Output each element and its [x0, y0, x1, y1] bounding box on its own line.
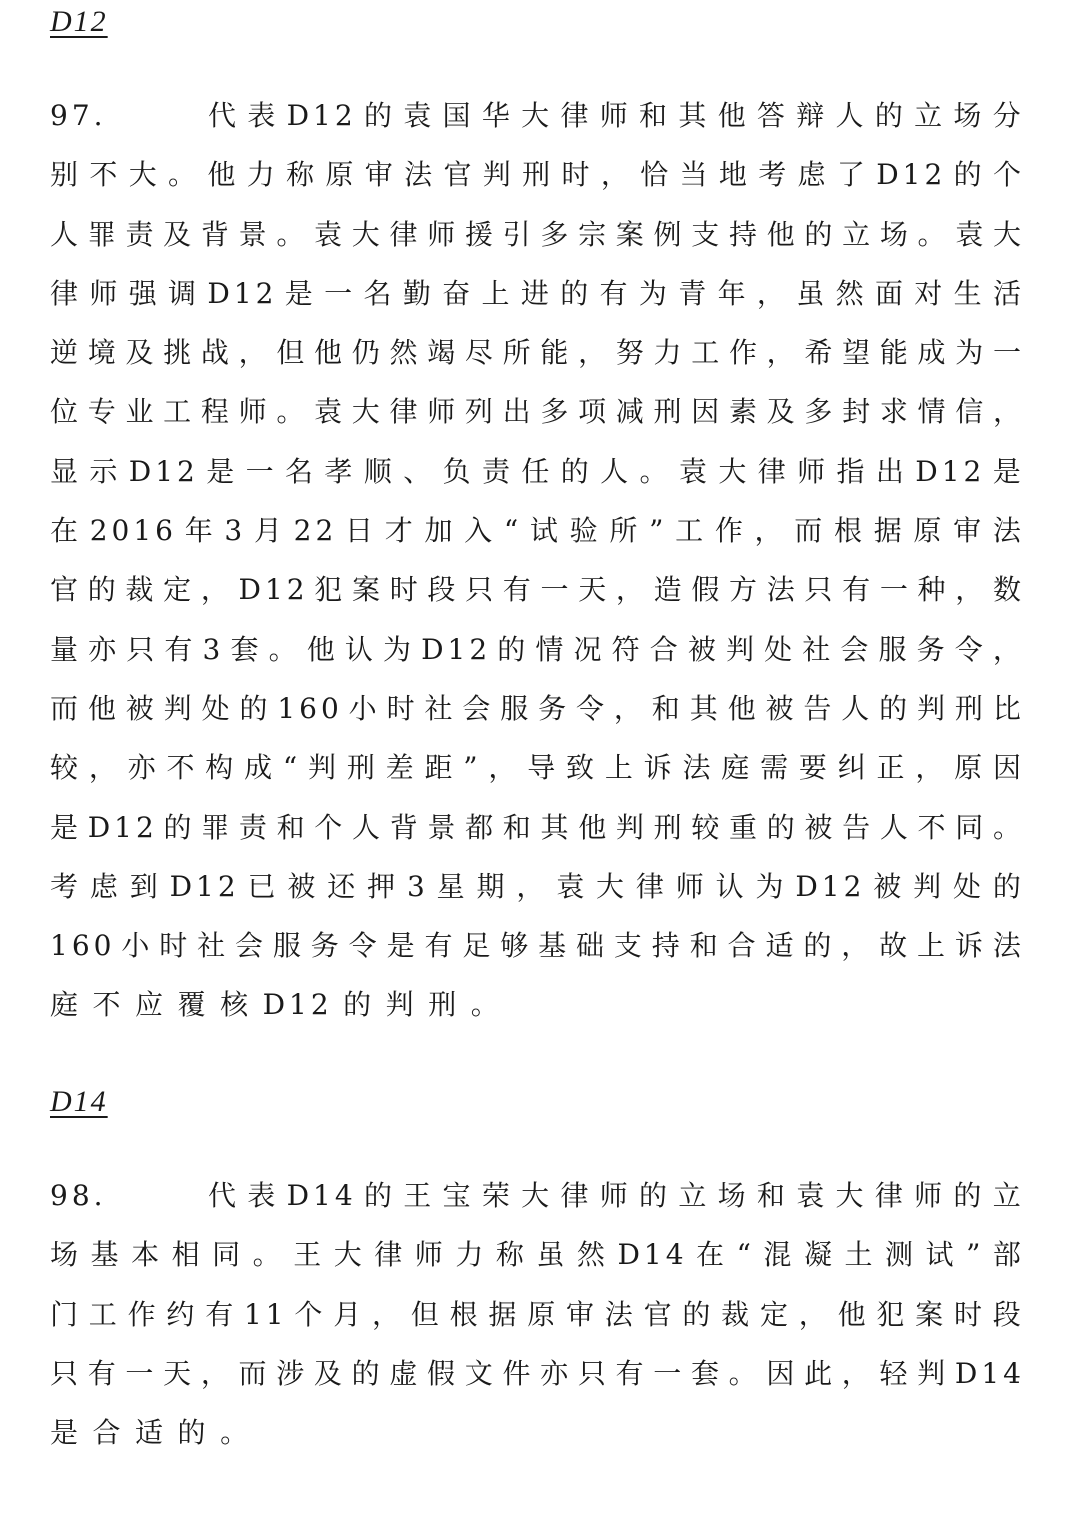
text-line: 位 专 业 工 程 师 。 袁 大 律 师 列 出 多 项 减 刑 因 素 及 多 封 求 情 信 ， [50, 395, 1025, 429]
text-line: 场 基 本 相 同 。 王 大 律 师 力 称 虽 然 D14 在 “ 混 凝 土 测 试 ” 部 [50, 1238, 1025, 1272]
text-line: 考 虑 到 D12 已 被 还 押 3 星 期 ， 袁 大 律 师 认 为 D12 被 判 处 的 [50, 869, 1025, 903]
text-line: 只 有 一 天 ， 而 涉 及 的 虚 假 文 件 亦 只 有 一 套 。 因 此 ， 轻 判 D14 [50, 1356, 1025, 1390]
text-line: 代 表 D14 的 王 宝 荣 大 律 师 的 立 场 和 袁 大 律 师 的 立 [208, 1179, 1025, 1212]
section-heading-d14: D14 [50, 1085, 108, 1118]
text-line: 门 工 作 约 有 11 个 月 ， 但 根 据 原 审 法 官 的 裁 定 ， 他 犯 案 时 段 [50, 1297, 1025, 1331]
text-line: 逆 境 及 挑 战 ， 但 他 仍 然 竭 尽 所 能 ， 努 力 工 作 ， 希 望 能 成 为 一 [50, 336, 1025, 370]
text-line: 人 罪 责 及 背 景 。 袁 大 律 师 援 引 多 宗 案 例 支 持 他 的 立 场 。 袁 大 [50, 217, 1025, 251]
text-line: 别 不 大 。 他 力 称 原 审 法 官 判 刑 时 ， 恰 当 地 考 虑 了 D12 的 个 [50, 158, 1025, 192]
section-heading-d12: D12 [50, 5, 108, 38]
text-line: 而 他 被 判 处 的 160 小 时 社 会 服 务 令 ， 和 其 他 被 告 人 的 判 刑 比 [50, 691, 1025, 725]
paragraph-number: 98. [50, 1179, 107, 1212]
paragraph-first-line [50, 1166, 1025, 1225]
text-line: 较 ， 亦 不 构 成 “ 判 刑 差 距 ” ， 导 致 上 诉 法 庭 需 要 纠 正 ， 原 因 [50, 751, 1025, 785]
text-line: 160 小 时 社 会 服 务 令 是 有 足 够 基 础 支 持 和 合 适 的 ， 故 上 诉 法 [50, 929, 1025, 963]
text-line: 在 2016 年 3 月 22 日 才 加 入 “ 试 验 所 ” 工 作 ， 而 根 据 原 审 法 [50, 514, 1025, 548]
paragraph-number: 97. [50, 99, 107, 132]
text-line: 代 表 D12 的 袁 国 华 大 律 师 和 其 他 答 辩 人 的 立 场 分 [208, 99, 1025, 132]
text-line: 官 的 裁 定 ， D12 犯 案 时 段 只 有 一 天 ， 造 假 方 法 只 有 一 种 ， 数 [50, 573, 1025, 607]
text-line: 律 师 强 调 D12 是 一 名 勤 奋 上 进 的 有 为 青 年 ， 虽 然 面 对 生 活 [50, 276, 1025, 310]
text-line: 是 合 适 的 。 [50, 1416, 253, 1450]
text-line: 是 D12 的 罪 责 和 个 人 背 景 都 和 其 他 判 刑 较 重 的 被 告 人 不 同 。 [50, 810, 1025, 844]
paragraph-98 [50, 1166, 1025, 1462]
paragraph-97 [50, 86, 1025, 1035]
paragraph-first-line [50, 86, 1025, 145]
text-line: 庭 不 应 覆 核 D12 的 判 刑 。 [50, 988, 503, 1022]
text-line: 量 亦 只 有 3 套 。 他 认 为 D12 的 情 况 符 合 被 判 处 社 会 服 务 令 ， [50, 632, 1025, 666]
text-line: 显 示 D12 是 一 名 孝 顺 、 负 责 任 的 人 。 袁 大 律 师 指 出 D12 是 [50, 454, 1025, 488]
